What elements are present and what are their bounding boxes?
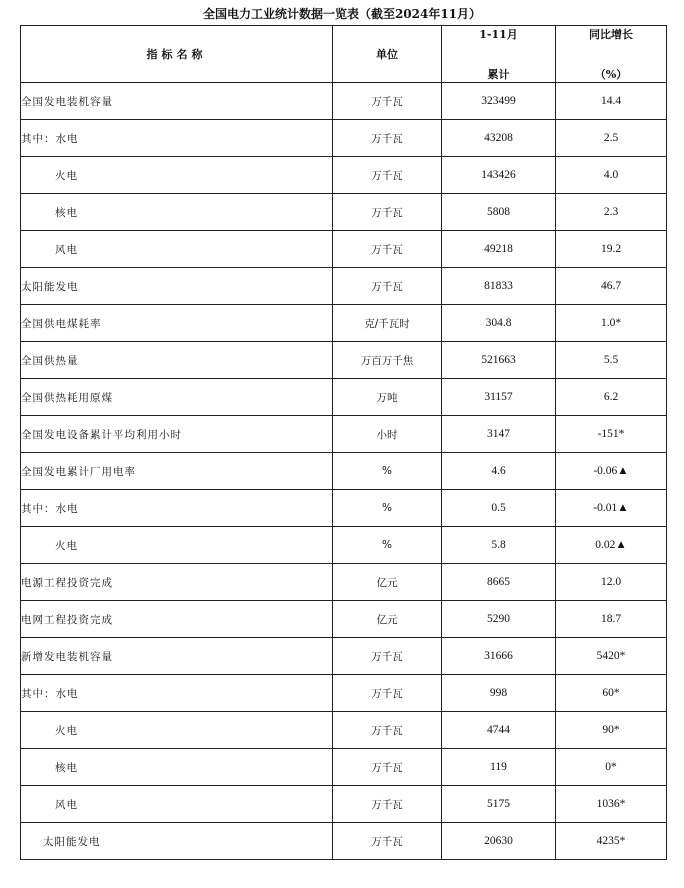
indicator-name: 其中：水电 xyxy=(21,120,333,157)
indicator-name: 火电 xyxy=(21,712,333,749)
header-cumulative-period: 1-11月 xyxy=(479,28,518,41)
cumulative-value: 5808 xyxy=(442,194,556,231)
header-yoy xyxy=(556,26,667,83)
header-cumulative-label: 累计 xyxy=(487,68,510,81)
table-row xyxy=(21,490,667,527)
indicator-name: 全国供热量 xyxy=(21,342,333,379)
table-row xyxy=(21,342,667,379)
yoy-growth-value: 14.4 xyxy=(556,83,667,120)
yoy-growth-value: 19.2 xyxy=(556,231,667,268)
indicator-unit: 万千瓦 xyxy=(333,268,442,305)
cumulative-value: 323499 xyxy=(442,83,556,120)
yoy-growth-value: 6.2 xyxy=(556,379,667,416)
cumulative-value: 49218 xyxy=(442,231,556,268)
cumulative-value: 119 xyxy=(442,749,556,786)
table-row xyxy=(21,120,667,157)
table-row xyxy=(21,823,667,860)
cumulative-value: 0.5 xyxy=(442,490,556,527)
yoy-growth-value: 5.5 xyxy=(556,342,667,379)
indicator-unit: 万千瓦 xyxy=(333,675,442,712)
indicator-name: 太阳能发电 xyxy=(21,823,333,860)
yoy-growth-value: 12.0 xyxy=(556,564,667,601)
cumulative-value: 4744 xyxy=(442,712,556,749)
indicator-unit: 亿元 xyxy=(333,564,442,601)
indicator-name: 全国发电设备累计平均利用小时 xyxy=(21,416,333,453)
indicator-unit: 万千瓦 xyxy=(333,786,442,823)
indicator-name: 火电 xyxy=(21,527,333,564)
indicator-unit: 万吨 xyxy=(333,379,442,416)
header-indicator-name: 指标名称 xyxy=(21,26,333,83)
indicator-name: 核电 xyxy=(21,194,333,231)
yoy-growth-value: 2.5 xyxy=(556,120,667,157)
cumulative-value: 20630 xyxy=(442,823,556,860)
indicator-unit: 万千瓦 xyxy=(333,83,442,120)
yoy-growth-value: 2.3 xyxy=(556,194,667,231)
table-row xyxy=(21,786,667,823)
cumulative-value: 3147 xyxy=(442,416,556,453)
yoy-growth-value: 0* xyxy=(556,749,667,786)
cumulative-value: 31666 xyxy=(442,638,556,675)
cumulative-value: 8665 xyxy=(442,564,556,601)
indicator-name: 全国发电累计厂用电率 xyxy=(21,453,333,490)
table-header-row xyxy=(21,26,667,83)
table-row xyxy=(21,675,667,712)
indicator-name: 电网工程投资完成 xyxy=(21,601,333,638)
table-row xyxy=(21,712,667,749)
indicator-unit: 万千瓦 xyxy=(333,749,442,786)
indicator-name: 新增发电装机容量 xyxy=(21,638,333,675)
indicator-name: 火电 xyxy=(21,157,333,194)
yoy-growth-value: 5420* xyxy=(556,638,667,675)
table-row xyxy=(21,83,667,120)
table-row xyxy=(21,749,667,786)
table-row xyxy=(21,638,667,675)
cumulative-value: 521663 xyxy=(442,342,556,379)
yoy-growth-value: -0.01▲ xyxy=(556,490,667,527)
indicator-unit: 万千瓦 xyxy=(333,120,442,157)
indicator-unit: 万千瓦 xyxy=(333,194,442,231)
indicator-name: 核电 xyxy=(21,749,333,786)
yoy-growth-value: 90* xyxy=(556,712,667,749)
table-row xyxy=(21,194,667,231)
yoy-growth-value: -0.06▲ xyxy=(556,453,667,490)
table-body xyxy=(21,83,667,860)
cumulative-value: 5290 xyxy=(442,601,556,638)
table-row xyxy=(21,157,667,194)
indicator-unit: 万千瓦 xyxy=(333,231,442,268)
cumulative-value: 5.8 xyxy=(442,527,556,564)
statistics-table xyxy=(20,25,667,860)
indicator-unit: 万千瓦 xyxy=(333,157,442,194)
page-title: 全国电力工业统计数据一览表（截至2024年11月） xyxy=(202,7,482,21)
cumulative-value: 998 xyxy=(442,675,556,712)
indicator-unit: 万百万千焦 xyxy=(333,342,442,379)
yoy-growth-value: 4235* xyxy=(556,823,667,860)
indicator-unit: 万千瓦 xyxy=(333,712,442,749)
cumulative-value: 43208 xyxy=(442,120,556,157)
indicator-name: 其中：水电 xyxy=(21,675,333,712)
cumulative-value: 4.6 xyxy=(442,453,556,490)
indicator-unit: 万千瓦 xyxy=(333,638,442,675)
table-row xyxy=(21,231,667,268)
header-cumulative xyxy=(442,26,556,83)
cumulative-value: 5175 xyxy=(442,786,556,823)
table-row xyxy=(21,379,667,416)
indicator-name: 太阳能发电 xyxy=(21,268,333,305)
yoy-growth-value: 1036* xyxy=(556,786,667,823)
table-row xyxy=(21,453,667,490)
indicator-name: 其中：水电 xyxy=(21,490,333,527)
yoy-growth-value: 18.7 xyxy=(556,601,667,638)
indicator-unit: 万千瓦 xyxy=(333,823,442,860)
cumulative-value: 31157 xyxy=(442,379,556,416)
indicator-name: 风电 xyxy=(21,231,333,268)
table-row xyxy=(21,601,667,638)
header-yoy-label: 同比增长 xyxy=(589,28,633,41)
indicator-unit: % xyxy=(333,527,442,564)
table-row xyxy=(21,416,667,453)
indicator-unit: % xyxy=(333,453,442,490)
indicator-unit: 亿元 xyxy=(333,601,442,638)
cumulative-value: 81833 xyxy=(442,268,556,305)
indicator-unit: 小时 xyxy=(333,416,442,453)
table-row xyxy=(21,268,667,305)
yoy-growth-value: -151* xyxy=(556,416,667,453)
yoy-growth-value: 0.02▲ xyxy=(556,527,667,564)
yoy-growth-value: 60* xyxy=(556,675,667,712)
table-row xyxy=(21,527,667,564)
yoy-growth-value: 46.7 xyxy=(556,268,667,305)
cumulative-value: 143426 xyxy=(442,157,556,194)
indicator-unit: % xyxy=(333,490,442,527)
indicator-name: 风电 xyxy=(21,786,333,823)
indicator-unit: 克/千瓦时 xyxy=(333,305,442,342)
yoy-growth-value: 4.0 xyxy=(556,157,667,194)
table-row xyxy=(21,305,667,342)
indicator-name: 全国供电煤耗率 xyxy=(21,305,333,342)
cumulative-value: 304.8 xyxy=(442,305,556,342)
indicator-name: 全国供热耗用原煤 xyxy=(21,379,333,416)
table-row xyxy=(21,564,667,601)
header-yoy-unit: （%） xyxy=(594,68,628,81)
indicator-name: 全国发电装机容量 xyxy=(21,83,333,120)
indicator-name: 电源工程投资完成 xyxy=(21,564,333,601)
header-unit: 单位 xyxy=(333,26,442,83)
yoy-growth-value: 1.0* xyxy=(556,305,667,342)
